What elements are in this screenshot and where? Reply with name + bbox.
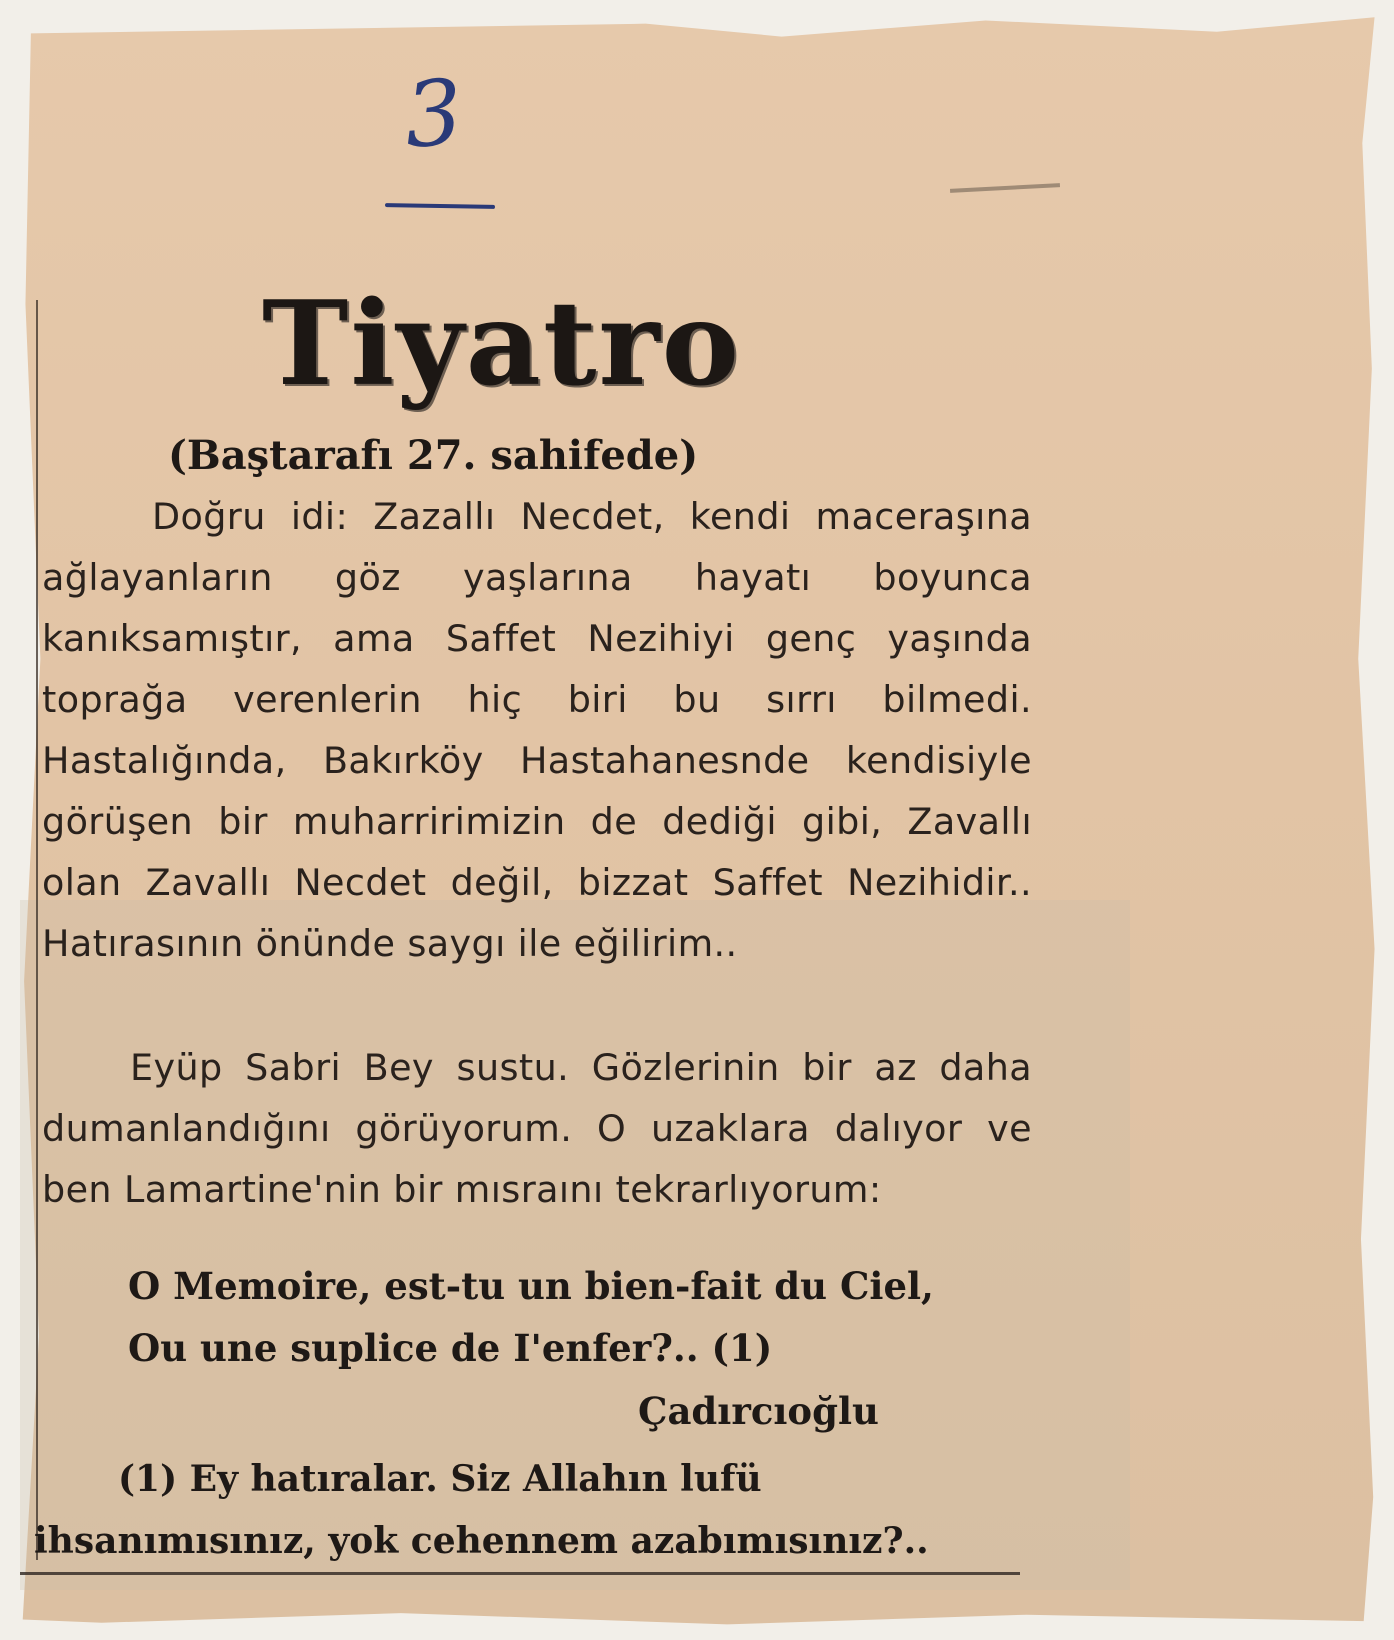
footnote: (1) Ey hatıralar. Siz Allahın lufü ihsanımısınız, yok cehennem azabımısınız?.. bbox=[34, 1458, 929, 1562]
article-title: Tiyatro bbox=[262, 276, 742, 412]
bottom-rule bbox=[20, 1572, 1020, 1575]
verse-line-1: O Memoire, est-tu un bien-fait du Ciel, bbox=[128, 1264, 934, 1308]
verse-line-2: Ou une suplice de I'enfer?.. (1) bbox=[128, 1326, 773, 1370]
article-paragraph-2: Eyüp Sabri Bey sustu. Gözlerinin bir az daha dumanlandığını görüyorum. O uzaklara dalıyor ve ben Lamartine'nin bir mısraını tekrarlıyorum: bbox=[42, 1046, 1032, 1211]
author-signature: Çadırcıoğlu bbox=[638, 1389, 879, 1433]
column-rule bbox=[36, 300, 38, 1560]
handwritten-page-number: 3 bbox=[401, 60, 466, 169]
article-paragraph-1: Doğru idi: Zazallı Necdet, kendi maceraşına ağlayanların göz yaşlarına hayatı boyunca kanıksamıştır, ama Saffet Nezihiyi genç yaşında toprağa verenlerin hiç biri bu sırrı bilmedi. Hastalığında, Bakırköy Hastahanesnde kendisiyle görüşen bir muharririmizin de dediği gibi, Zavallı olan Zavallı Necdet değil, bizzat Saffet Nezihidir.. Hatırasının önünde saygı ile eğilirim.. bbox=[42, 495, 1032, 965]
continued-from-note: (Baştarafı 27. sahifede) bbox=[168, 432, 699, 479]
